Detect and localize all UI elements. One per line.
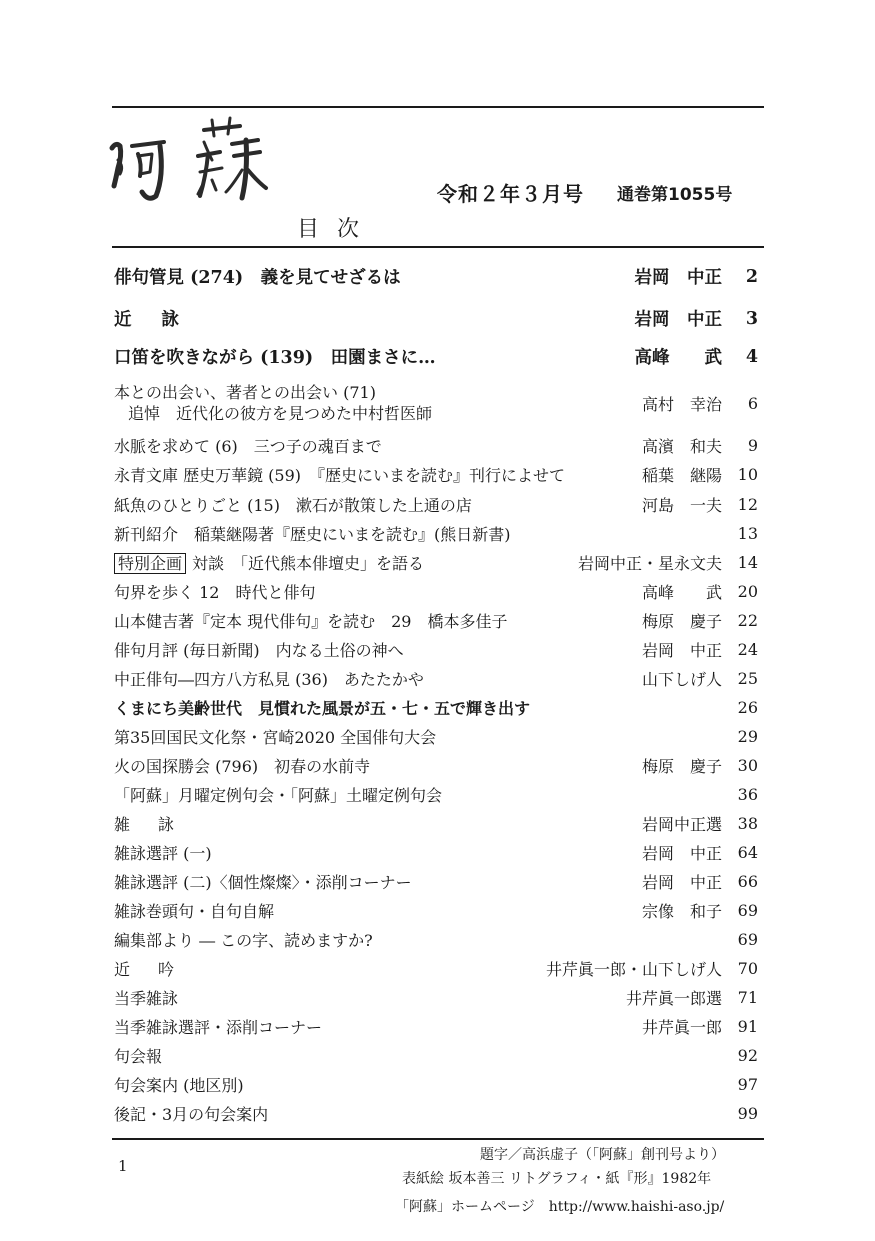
toc-row[interactable]: [114, 609, 758, 632]
toc-page: 97: [737, 1075, 758, 1094]
toc-row[interactable]: [114, 899, 758, 922]
toc-row[interactable]: [114, 306, 758, 331]
toc-page: 91: [737, 1017, 758, 1036]
toc-title-line1: 本との出会い、著者との出会い (71): [114, 383, 376, 402]
toc-author: 高峰 武: [641, 583, 722, 602]
toc-title: 当季雑詠: [114, 989, 179, 1008]
toc-page: 22: [737, 611, 758, 630]
toc-page: 20: [737, 582, 758, 601]
toc-title: [114, 551, 578, 574]
toc-author: 宗像 和子: [641, 902, 722, 921]
toc-author: 岩岡 中正: [641, 873, 722, 892]
special-feature-label: 特別企画: [114, 553, 186, 574]
toc-author: 岩岡中正・星永文夫: [577, 554, 722, 573]
toc-author: 岩岡 中正: [634, 310, 722, 330]
toc-title: 俳句管見 (274) 義を見てせざるは: [114, 268, 401, 288]
toc-author: 岩岡 中正: [634, 268, 722, 288]
toc-author: 高峰 武: [634, 348, 722, 368]
toc-title: 山本健吉著『定本 現代俳句』を読む 29 橋本多佳子: [114, 612, 508, 631]
toc-title: 中正俳句―四方八方私見 (36) あたたかや: [114, 670, 424, 689]
toc-row[interactable]: [114, 696, 758, 719]
toc-row[interactable]: [114, 783, 758, 806]
toc-page: 2: [745, 266, 758, 287]
toc-row[interactable]: [114, 1044, 758, 1067]
toc-row[interactable]: [114, 754, 758, 777]
issue-date: 令和２年３月号: [437, 182, 584, 206]
toc-title: 句界を歩く 12 時代と俳句: [114, 583, 316, 602]
toc-row[interactable]: [114, 580, 758, 603]
toc-author: 井芹眞一郎選: [625, 989, 722, 1008]
toc-row[interactable]: [114, 1102, 758, 1125]
toc-author: 岩岡 中正: [641, 844, 722, 863]
footer-homepage-link[interactable]: 「阿蘇」ホームページ http://www.haishi-aso.jp/: [395, 1199, 725, 1215]
toc-title: 雑詠選評 (二)〈個性燦燦〉・添削コーナー: [114, 873, 412, 892]
toc-title: 雑詠巻頭句・自句自解: [114, 902, 275, 921]
toc-author: 梅原 慶子: [641, 612, 722, 631]
toc-page: 13: [737, 524, 758, 543]
toc-title: 永青文庫 歴史万華鏡 (59) 『歴史にいまを読む』刊行によせて: [114, 466, 566, 485]
toc-title: 火の国探勝会 (796) 初春の水前寺: [114, 757, 371, 776]
toc-title: 雑詠: [114, 815, 203, 834]
toc-page: 14: [737, 553, 758, 572]
toc-row[interactable]: [114, 725, 758, 748]
toc-title: 後記・3月の句会案内: [114, 1105, 269, 1124]
toc-author: 山下しげ人: [641, 670, 722, 689]
toc-page: 24: [737, 640, 758, 659]
logo-calligraphy-icon: [108, 116, 298, 216]
toc-row[interactable]: [114, 434, 758, 457]
toc-title: 句会報: [114, 1047, 163, 1066]
toc-row[interactable]: [114, 841, 758, 864]
toc-row[interactable]: [114, 264, 758, 289]
toc-page: 64: [737, 843, 758, 862]
toc-row[interactable]: [114, 344, 758, 369]
toc-page: 92: [737, 1046, 758, 1065]
toc-title: 水脈を求めて (6) 三つ子の魂百まで: [114, 437, 382, 456]
toc-page: 66: [737, 872, 758, 891]
toc-title: 雑詠選評 (一): [114, 844, 212, 863]
toc-title: 当季雑詠選評・添削コーナー: [114, 1018, 323, 1037]
toc-row[interactable]: [114, 667, 758, 690]
toc-title: 新刊紹介 稲葉継陽著『歴史にいまを読む』(熊日新書): [114, 525, 511, 544]
toc-row[interactable]: [114, 870, 758, 893]
header-rule: [112, 246, 764, 248]
toc-page: 71: [737, 988, 758, 1007]
top-rule: [112, 106, 764, 108]
toc-row[interactable]: [114, 812, 758, 835]
toc-row[interactable]: [114, 1073, 758, 1096]
page-number: 1: [118, 1157, 128, 1175]
toc-author: 河島 一夫: [641, 496, 722, 515]
toc-title: 近詠: [114, 310, 209, 330]
toc-page: 10: [737, 465, 758, 484]
toc-row[interactable]: [114, 551, 758, 574]
toc-page: 30: [737, 756, 758, 775]
toc-title: 紙魚のひとりごと (15) 漱石が散策した上通の店: [114, 496, 472, 515]
toc-row[interactable]: [114, 463, 758, 486]
toc-row[interactable]: [114, 638, 758, 661]
toc-page: 9: [747, 436, 758, 455]
toc-page: 3: [745, 308, 758, 329]
toc-page: 25: [737, 669, 758, 688]
toc-title: 口笛を吹きながら (139) 田園まさに…: [114, 348, 436, 368]
toc-title: くまにち美齢世代 見慣れた風景が五・七・五で輝き出す: [114, 699, 531, 718]
toc-page: 26: [737, 698, 758, 717]
toc-author: 梅原 慶子: [641, 757, 722, 776]
toc-heading: 目次: [297, 217, 378, 242]
footer-rule: [112, 1138, 764, 1140]
toc-row[interactable]: [114, 493, 758, 516]
toc-author: 岩岡 中正: [641, 641, 722, 660]
logo: [108, 116, 298, 216]
toc-row[interactable]: [114, 928, 758, 951]
toc-title: 句会案内 (地区別): [114, 1076, 244, 1095]
footer-cover-credit: 表紙絵 坂本善三 リトグラフィ・紙『形』1982年: [402, 1171, 712, 1187]
toc-title: 編集部より ― この字、読めますか?: [114, 931, 373, 950]
toc-page: 12: [737, 495, 758, 514]
toc-page: 36: [737, 785, 758, 804]
toc-page: 38: [737, 814, 758, 833]
toc-row[interactable]: [114, 382, 758, 424]
toc-page: 69: [737, 930, 758, 949]
toc-title-line2: 追悼 近代化の彼方を見つめた中村哲医師: [128, 404, 433, 423]
toc-title: 俳句月評 (毎日新聞) 内なる土俗の神へ: [114, 641, 404, 660]
toc-title: 第35回国民文化祭・宮崎2020 全国俳句大会: [114, 728, 437, 747]
toc-author: 井芹眞一郎・山下しげ人: [545, 960, 722, 979]
toc-page: 29: [737, 727, 758, 746]
toc-author: 岩岡中正選: [641, 815, 722, 834]
footer-title-credit: 題字／高浜虚子（「阿蘇」創刊号より）: [480, 1147, 725, 1163]
toc-author: 稲葉 継陽: [641, 466, 722, 485]
toc-author: 高村 幸治: [641, 394, 722, 414]
issue-volume: 通巻第1055号: [617, 185, 733, 205]
toc-title: 近吟: [114, 960, 203, 979]
toc-title-text: 対談 「近代熊本俳壇史」を語る: [192, 554, 425, 573]
toc-page: 70: [737, 959, 758, 978]
toc-title: 「阿蘇」月曜定例句会・「阿蘇」土曜定例句会: [114, 786, 443, 805]
toc-title: [114, 382, 642, 424]
toc-row[interactable]: [114, 957, 758, 980]
toc-row[interactable]: [114, 986, 758, 1009]
toc-page: 4: [745, 346, 758, 367]
toc-row[interactable]: [114, 1015, 758, 1038]
toc-page: 99: [737, 1104, 758, 1123]
toc-row[interactable]: [114, 522, 758, 545]
toc-page: 69: [737, 901, 758, 920]
toc-page: 6: [747, 393, 758, 413]
toc-author: 井芹眞一郎: [641, 1018, 722, 1037]
toc-author: 高濱 和夫: [641, 437, 722, 456]
